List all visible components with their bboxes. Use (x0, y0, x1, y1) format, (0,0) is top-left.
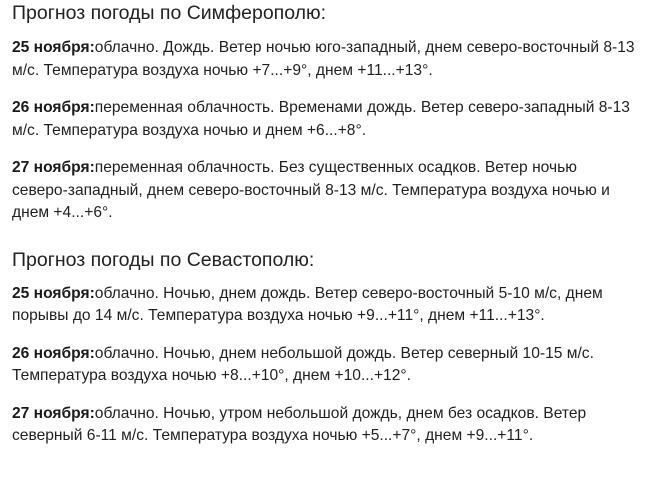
sevastopol-forecast-title: Прогноз погоды по Севастополю: (12, 248, 315, 271)
forecast-date: 26 ноября: (12, 99, 95, 116)
simferopol-day-forecast (12, 97, 637, 142)
forecast-article (12, 0, 637, 448)
simferopol-day-forecast (12, 37, 637, 82)
forecast-date: 26 ноября: (12, 344, 95, 362)
forecast-text: переменная облачность. Временами дождь. Ветер северо-западный 8-13 м/с. Температура воздуха ночью и днем +6...+8°. (12, 99, 630, 139)
forecast-text: облачно. Дождь. Ветер ночью юго-западный, днем северо-восточный 8-13 м/с. Температура воздуха ночью +7...+9°, днем +11...+13°. (12, 39, 635, 79)
sevastopol-day-forecast (12, 343, 637, 388)
simferopol-forecast-title: Прогноз погоды по Симферополю: (12, 2, 327, 24)
forecast-date: 27 ноября: (12, 159, 95, 176)
forecast-text: облачно. Ночью, утром небольшой дождь, днем без осадков. Ветер северный 6-11 м/с. Температура воздуха ночью +5...+7°, днем +9...+11°. (12, 404, 587, 444)
forecast-text: облачно. Ночью, днем дождь. Ветер северо-восточный 5-10 м/с, днем порывы до 14 м/с. Температура воздуха ночью +9...+11°, днем +11...+13°. (12, 284, 603, 324)
sevastopol-day-forecast (12, 283, 637, 328)
forecast-date: 25 ноября: (12, 39, 95, 56)
simferopol-day-forecast (12, 157, 637, 225)
sevastopol-forecast-section (12, 248, 637, 448)
forecast-text: переменная облачность. Без существенных осадков. Ветер ночью северо-западный, днем северо-восточный 8-13 м/с. Температура воздуха ночью и днем +4...+6°. (12, 159, 610, 221)
forecast-text: облачно. Ночью, днем небольшой дождь. Ветер северный 10-15 м/с. Температура воздуха ночью +8...+10°, днем +10...+12°. (12, 344, 594, 384)
forecast-date: 27 ноября: (12, 404, 95, 422)
sevastopol-day-forecast (12, 403, 637, 448)
simferopol-forecast-section (12, 1, 637, 225)
forecast-date: 25 ноября: (12, 284, 95, 302)
